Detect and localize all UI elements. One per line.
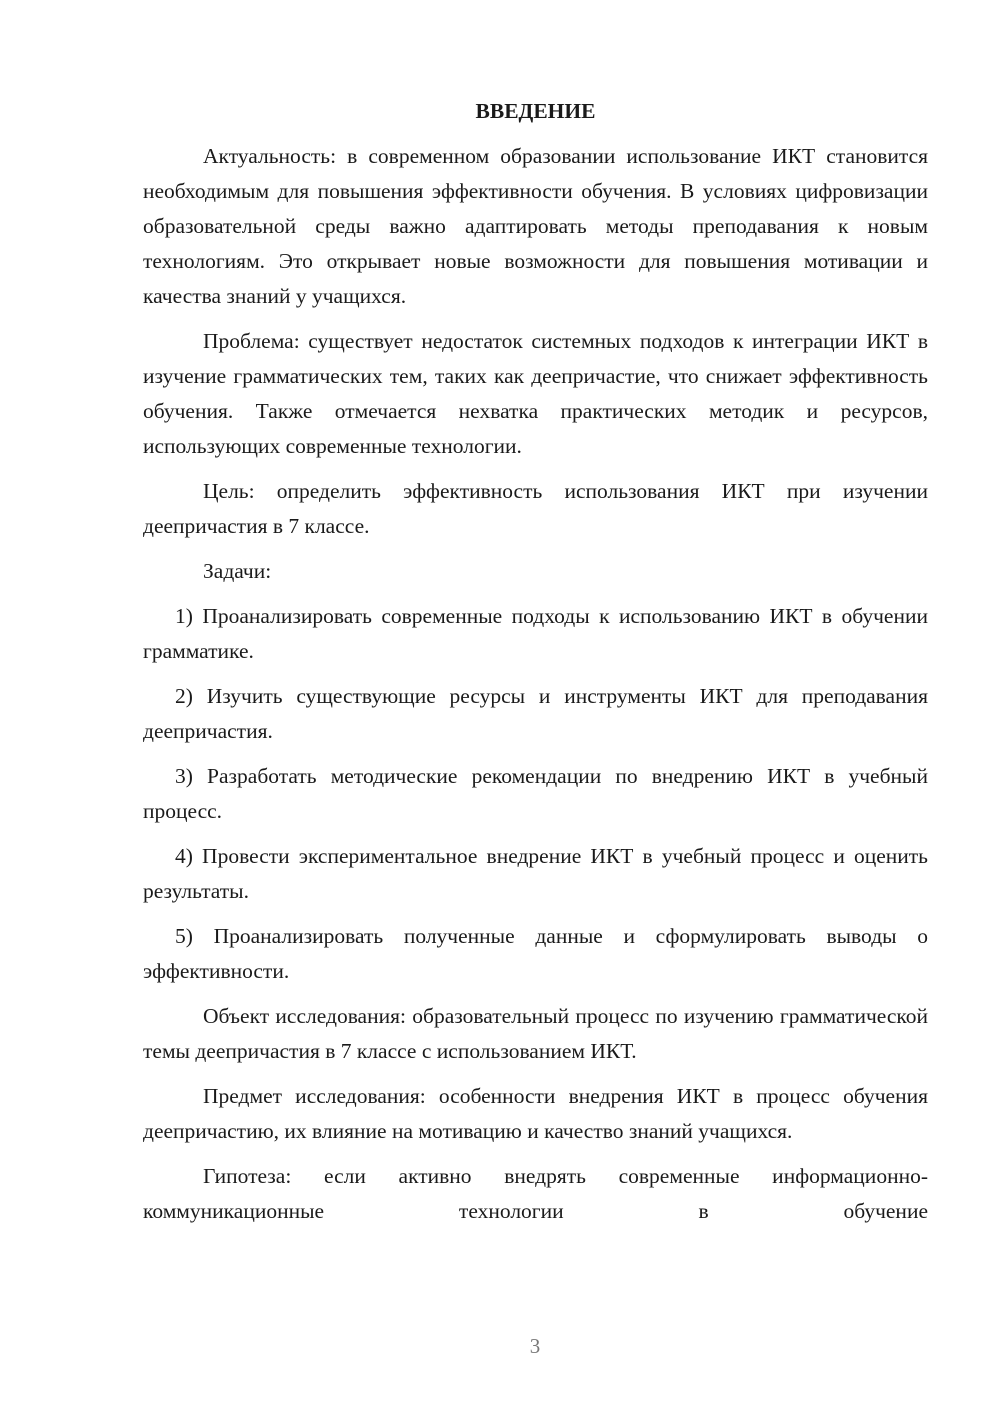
- problem-paragraph: Проблема: существует недостаток системных подходов к интеграции ИКТ в изучение грамматических тем, таких как деепричастие, что снижает эффективность обучения. Также отмечается нехватка практических методик и ресурсов, использующих современные технологии.: [143, 329, 928, 458]
- goal-paragraph: Цель: определить эффективность использования ИКТ при изучении деепричастия в 7 классе.: [143, 479, 928, 538]
- document-page: [143, 95, 928, 1239]
- task-item: 5) Проанализировать полученные данные и сформулировать выводы о эффективности.: [143, 924, 928, 983]
- object-paragraph: Объект исследования: образовательный процесс по изучению грамматической темы деепричастия в 7 классе с использованием ИКТ.: [143, 1004, 928, 1063]
- task-item: 1) Проанализировать современные подходы к использованию ИКТ в обучении грамматике.: [143, 604, 928, 663]
- subject-paragraph: Предмет исследования: особенности внедрения ИКТ в процесс обучения деепричастию, их влияние на мотивацию и качество знаний учащихся.: [143, 1084, 928, 1143]
- section-heading: ВВЕДЕНИЕ: [475, 99, 596, 123]
- hypothesis-paragraph: Гипотеза: если активно внедрять современные информационно-коммуникационные технологии в обучение: [143, 1164, 928, 1223]
- page-number: 3: [529, 1334, 541, 1358]
- relevance-paragraph: Актуальность: в современном образовании использование ИКТ становится необходимым для повышения эффективности обучения. В условиях цифровизации образовательной среды важно адаптировать методы преподавания к новым технологиям. Это открывает новые возможности для повышения мотивации и качества знаний у учащихся.: [143, 144, 928, 308]
- tasks-label: Задачи:: [203, 559, 272, 583]
- task-item: 3) Разработать методические рекомендации по внедрению ИКТ в учебный процесс.: [143, 764, 928, 823]
- task-item: 4) Провести экспериментальное внедрение ИКТ в учебный процесс и оценить результаты.: [143, 844, 928, 903]
- task-item: 2) Изучить существующие ресурсы и инструменты ИКТ для преподавания деепричастия.: [143, 684, 928, 743]
